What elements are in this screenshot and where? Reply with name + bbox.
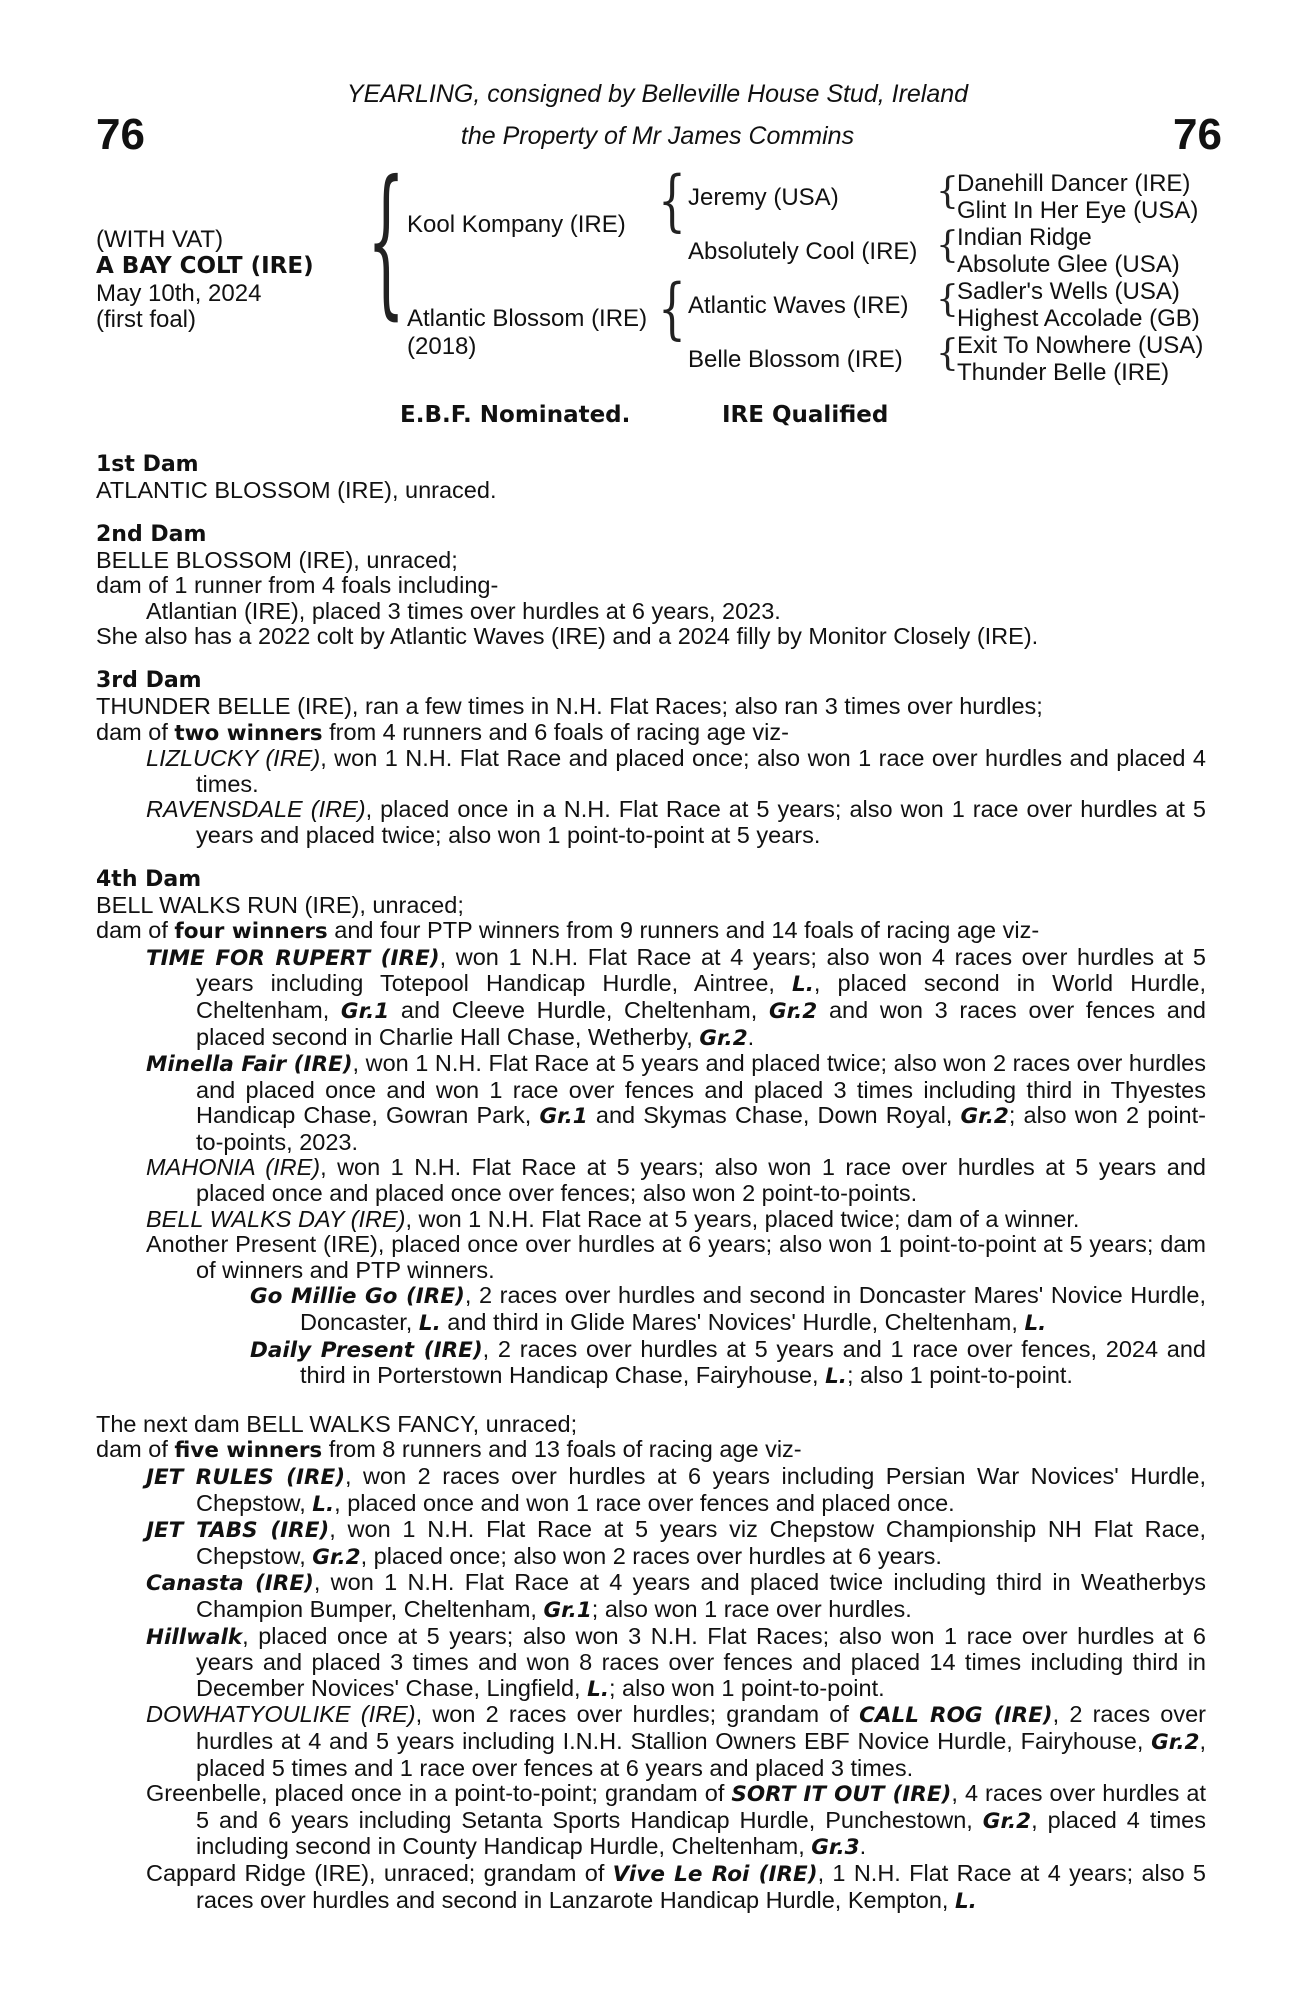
- text-run: dam of: [96, 1436, 175, 1463]
- gp-5: Sadler's Wells (USA): [957, 278, 1180, 305]
- grade-badge: Gr.2: [982, 1808, 1032, 1834]
- produce-lizlucky: [146, 746, 1206, 797]
- fourth-dam-heading: 4th Dam: [96, 866, 202, 892]
- catalogue-body: [96, 452, 1206, 1932]
- produce-time-for-rupert: [146, 945, 1206, 1051]
- text-run: from 8 runners and 13 foals of racing age viz-: [322, 1436, 802, 1463]
- brace-g3: {: [936, 279, 959, 320]
- brace-g1: {: [936, 171, 959, 212]
- grade-badge: L.: [587, 1676, 609, 1702]
- brace-g4: {: [936, 333, 959, 374]
- dam-dam: Belle Blossom (IRE): [688, 346, 903, 373]
- produce-greenbelle: [146, 1781, 1206, 1861]
- grade-badge: L.: [792, 972, 814, 998]
- horse-record: ; also 1 point-to-point.: [846, 1362, 1073, 1389]
- sire: Kool Kompany (IRE): [407, 211, 626, 238]
- grade-badge: Gr.3: [811, 1835, 860, 1861]
- second-dam-line-1: BELLE BLOSSOM (IRE), unraced;: [96, 546, 458, 573]
- subject-name-text: A BAY COLT (IRE): [96, 253, 314, 279]
- horse-record: , placed once in a N.H. Flat Race at 5 years; also won 1 race over hurdles at 5 years and placed twice; also won 1 point-to-point at 5 years.: [196, 796, 1207, 848]
- horse-record: and won 3 races over fences and placed second in Charlie Hall Chase, Wetherby,: [196, 996, 1206, 1050]
- grade-badge: Gr.2: [1151, 1729, 1200, 1755]
- gp-3: Indian Ridge: [957, 224, 1092, 251]
- horse-record: , won 1 N.H. Flat Race and placed once; also won 1 race over hurdles and placed 4 times.: [196, 745, 1206, 797]
- horse-record: .: [747, 1023, 755, 1050]
- produce-dowhatyoulike: [146, 1702, 1206, 1781]
- gp-1: Danehill Dancer (IRE): [957, 170, 1191, 197]
- lot-number-left: 76: [96, 110, 145, 159]
- horse-record: ; also won 2 point-to-points, 2023.: [196, 1102, 1206, 1155]
- next-dam-section: [96, 1412, 1206, 1914]
- horse-record: and third in Glide Mares' Novices' Hurdle, Cheltenham,: [440, 1309, 1025, 1336]
- first-dam-text: ATLANTIC BLOSSOM (IRE), unraced.: [96, 477, 497, 503]
- lot-number-right: 76: [1173, 110, 1222, 159]
- ebf-nominated: E.B.F. Nominated.: [400, 402, 631, 428]
- produce-jet-rules: [146, 1464, 1206, 1517]
- dam: Atlantic Blossom (IRE): [407, 305, 648, 332]
- grandchild-name: CALL ROG (IRE): [859, 1703, 1053, 1729]
- second-dam-line-2: dam of 1 runner from 4 foals including-: [96, 572, 499, 599]
- consignment-line: YEARLING, consigned by Belleville House Stud, Ireland: [346, 80, 969, 108]
- horse-record: , placed second in World Hurdle, Cheltenham,: [196, 970, 1206, 1023]
- horse-name: MAHONIA (IRE): [146, 1154, 321, 1181]
- third-dam-heading: 3rd Dam: [96, 667, 202, 693]
- brace-dam-line: {: [658, 271, 686, 348]
- grandchild-name: Vive Le Roi (IRE): [612, 1861, 818, 1887]
- grade-badge: L.: [1024, 1311, 1047, 1337]
- second-dam-heading: 2nd Dam: [96, 521, 207, 547]
- horse-name: TIME FOR RUPERT (IRE): [146, 945, 440, 971]
- horse-name: JET TABS (IRE): [146, 1518, 330, 1544]
- produce-minella-fair: [146, 1051, 1206, 1155]
- fourth-dam-section: [96, 867, 1206, 1390]
- horse-record: , won 1 N.H. Flat Race at 5 years and placed twice; also won 2 races over hurdles and placed once and won 1 race over fences and placed 3 times including third in Thyestes Handicap Chase, Gowran Park,: [196, 1050, 1206, 1129]
- produce-hillwalk: [146, 1624, 1206, 1703]
- third-dam-line-1: THUNDER BELLE (IRE), ran a few times in N.H. Flat Races; also ran 3 times over hurdles;: [96, 692, 1043, 719]
- horse-record: , won 2 races over hurdles; grandam of: [415, 1701, 860, 1728]
- grade-badge: L.: [418, 1311, 441, 1337]
- property-line: the Property of Mr James Commins: [460, 122, 855, 150]
- horse-record: and Skymas Chase, Down Royal,: [587, 1102, 961, 1129]
- grade-badge: Gr.2: [768, 998, 818, 1024]
- horse-name: BELL WALKS DAY (IRE): [146, 1205, 406, 1232]
- horse-record: Cappard Ridge (IRE), unraced; grandam of: [146, 1859, 613, 1886]
- horse-record: , won 1 N.H. Flat Race at 4 years; also won 4 races over hurdles at 5 years including Totepool Handicap Hurdle, Aintree,: [196, 943, 1206, 997]
- dam-sire: Atlantic Waves (IRE): [688, 292, 909, 319]
- brace-g2: {: [936, 225, 959, 266]
- subject-name: [96, 252, 314, 280]
- horse-record: , 1 N.H. Flat Race at 4 years; also 5 races over hurdles and second in Lanzarote Handicap Hurdle, Kempton,: [196, 1859, 1206, 1913]
- horse-name: Canasta (IRE): [146, 1571, 314, 1597]
- horse-record: , placed 4 times including second in County Handicap Hurdle, Cheltenham,: [196, 1806, 1206, 1860]
- first-dam-section: [96, 452, 1206, 504]
- grade-badge: Gr.2: [699, 1025, 748, 1051]
- brace-sire-line: {: [658, 163, 686, 240]
- grade-badge: Gr.2: [960, 1104, 1009, 1130]
- horse-record: , placed once at 5 years; also won 3 N.H. Flat Races; also won 1 race over hurdles at 6 years and placed 3 times and won 8 races over fences and placed 14 times including third in December Novices' Chase, Lingfield,: [196, 1622, 1206, 1701]
- ire-qualified: IRE Qualified: [722, 402, 889, 428]
- horse-record: ; also won 1 race over hurdles.: [591, 1595, 912, 1622]
- horse-record: , 2 races over hurdles at 4 and 5 years including I.N.H. Stallion Owners EBF Novice Hurdle, Fairyhouse,: [196, 1701, 1206, 1754]
- produce-mahonia: [146, 1155, 1206, 1206]
- second-dam-produce: Atlantian (IRE), placed 3 times over hurdles at 6 years, 2023.: [146, 597, 781, 624]
- produce-go-millie-go: [250, 1283, 1206, 1336]
- produce-canasta: [146, 1570, 1206, 1623]
- sire-sire: Jeremy (USA): [688, 184, 839, 211]
- fourth-dam-line-1: BELL WALKS RUN (IRE), unraced;: [96, 891, 464, 918]
- horse-record: , won 1 N.H. Flat Race at 5 years, placed twice; dam of a winner.: [405, 1205, 1080, 1232]
- sire-dam: Absolutely Cool (IRE): [688, 238, 918, 265]
- first-dam-heading: 1st Dam: [96, 452, 199, 477]
- horse-name: Hillwalk: [146, 1624, 243, 1650]
- horse-record: , placed once; also won 2 races over hurdles at 6 years.: [360, 1542, 942, 1569]
- second-dam-section: [96, 522, 1206, 650]
- horse-name: LIZLUCKY (IRE): [146, 745, 321, 772]
- text-run: and four PTP winners from 9 runners and 14 foals of racing age viz-: [327, 917, 1040, 944]
- horse-record: , won 2 races over hurdles at 6 years including Persian War Novices' Hurdle, Chepstow,: [196, 1463, 1206, 1516]
- horse-name: DOWHATYOULIKE (IRE): [146, 1701, 416, 1728]
- brace-sire-dam: {: [367, 147, 406, 337]
- grade-badge: L.: [825, 1364, 847, 1390]
- third-dam-line-2: [96, 720, 1206, 747]
- gp-6: Highest Accolade (GB): [957, 305, 1200, 332]
- gp-2: Glint In Her Eye (USA): [957, 197, 1199, 224]
- text-run: dam of: [96, 718, 175, 745]
- foaling-date: May 10th, 2024: [96, 280, 262, 307]
- produce-ravensdale: [146, 797, 1206, 848]
- gp-8: Thunder Belle (IRE): [957, 359, 1170, 386]
- third-dam-section: [96, 668, 1206, 849]
- fourth-dam-line-2: [96, 918, 1206, 945]
- horse-record: , 2 races over hurdles and second in Doncaster Mares' Novice Hurdle, Doncaster,: [300, 1282, 1206, 1336]
- horse-name: RAVENSDALE (IRE): [146, 796, 366, 823]
- gp-7: Exit To Nowhere (USA): [957, 332, 1204, 359]
- horse-record: , won 1 N.H. Flat Race at 5 years viz Chepstow Championship NH Flat Race, Chepstow,: [196, 1516, 1206, 1569]
- horse-record: ; also won 1 point-to-point.: [609, 1674, 885, 1701]
- horse-record: .: [859, 1833, 867, 1860]
- winners-count: two winners: [174, 720, 323, 746]
- horse-record: , won 1 N.H. Flat Race at 5 years; also won 1 race over hurdles at 5 years and placed once and placed once over fences; also won 2 point-to-points.: [196, 1154, 1206, 1207]
- horse-record: , placed 5 times and 1 race over fences at 6 years and placed 3 times.: [196, 1727, 1206, 1781]
- grade-badge: L.: [312, 1491, 335, 1517]
- text-run: from 4 runners and 6 foals of racing age viz-: [322, 718, 789, 745]
- next-dam-line-2: [96, 1437, 1206, 1464]
- horse-record: , won 1 N.H. Flat Race at 4 years and placed twice including third in Weatherbys Champion Bumper, Cheltenham,: [196, 1569, 1206, 1622]
- horse-name: Daily Present (IRE): [250, 1337, 483, 1363]
- horse-name: Go Millie Go (IRE): [250, 1284, 465, 1310]
- grade-badge: Gr.2: [312, 1544, 361, 1570]
- grade-badge: Gr.1: [539, 1104, 588, 1130]
- grade-badge: Gr.1: [543, 1597, 592, 1623]
- next-dam-line-1: The next dam BELL WALKS FANCY, unraced;: [96, 1410, 578, 1437]
- grade-badge: L.: [954, 1888, 977, 1914]
- horse-name: Minella Fair (IRE): [146, 1052, 353, 1078]
- produce-daily-present: [250, 1337, 1206, 1390]
- produce-cappard-ridge: [146, 1861, 1206, 1914]
- horse-record: , 2 races over hurdles at 5 years and 1 race over fences, 2024 and third in Porterstown Handicap Chase, Fairyhouse,: [300, 1335, 1207, 1389]
- text-run: dam of: [96, 917, 175, 944]
- winners-count: four winners: [174, 919, 328, 945]
- dam-year: (2018): [407, 333, 477, 360]
- grandchild-name: SORT IT OUT (IRE): [731, 1782, 952, 1808]
- horse-record: Greenbelle, placed once in a point-to-point; grandam of: [146, 1780, 732, 1807]
- produce-another-present: Another Present (IRE), placed once over hurdles at 6 years; also won 1 point-to-point at 5 years; dam of winners and PTP winners.: [146, 1231, 1206, 1283]
- produce-jet-tabs: [146, 1517, 1206, 1570]
- produce-bell-walks-day: [146, 1207, 1206, 1233]
- horse-record: , placed once and won 1 race over fences and placed once.: [334, 1489, 955, 1516]
- grade-badge: Gr.1: [340, 998, 390, 1024]
- second-dam-note: She also has a 2022 colt by Atlantic Waves (IRE) and a 2024 filly by Monitor Closely (IRE).: [96, 623, 1039, 650]
- horse-record: , 4 races over hurdles at 5 and 6 years including Setanta Sports Handicap Hurdle, Punchestown,: [196, 1780, 1207, 1833]
- winners-count: five winners: [174, 1438, 323, 1464]
- vat-note: (WITH VAT): [96, 226, 224, 253]
- horse-record: and Cleeve Hurdle, Cheltenham,: [389, 996, 769, 1023]
- horse-name: JET RULES (IRE): [146, 1465, 346, 1490]
- gp-4: Absolute Glee (USA): [957, 251, 1180, 278]
- first-foal-note: (first foal): [96, 306, 197, 333]
